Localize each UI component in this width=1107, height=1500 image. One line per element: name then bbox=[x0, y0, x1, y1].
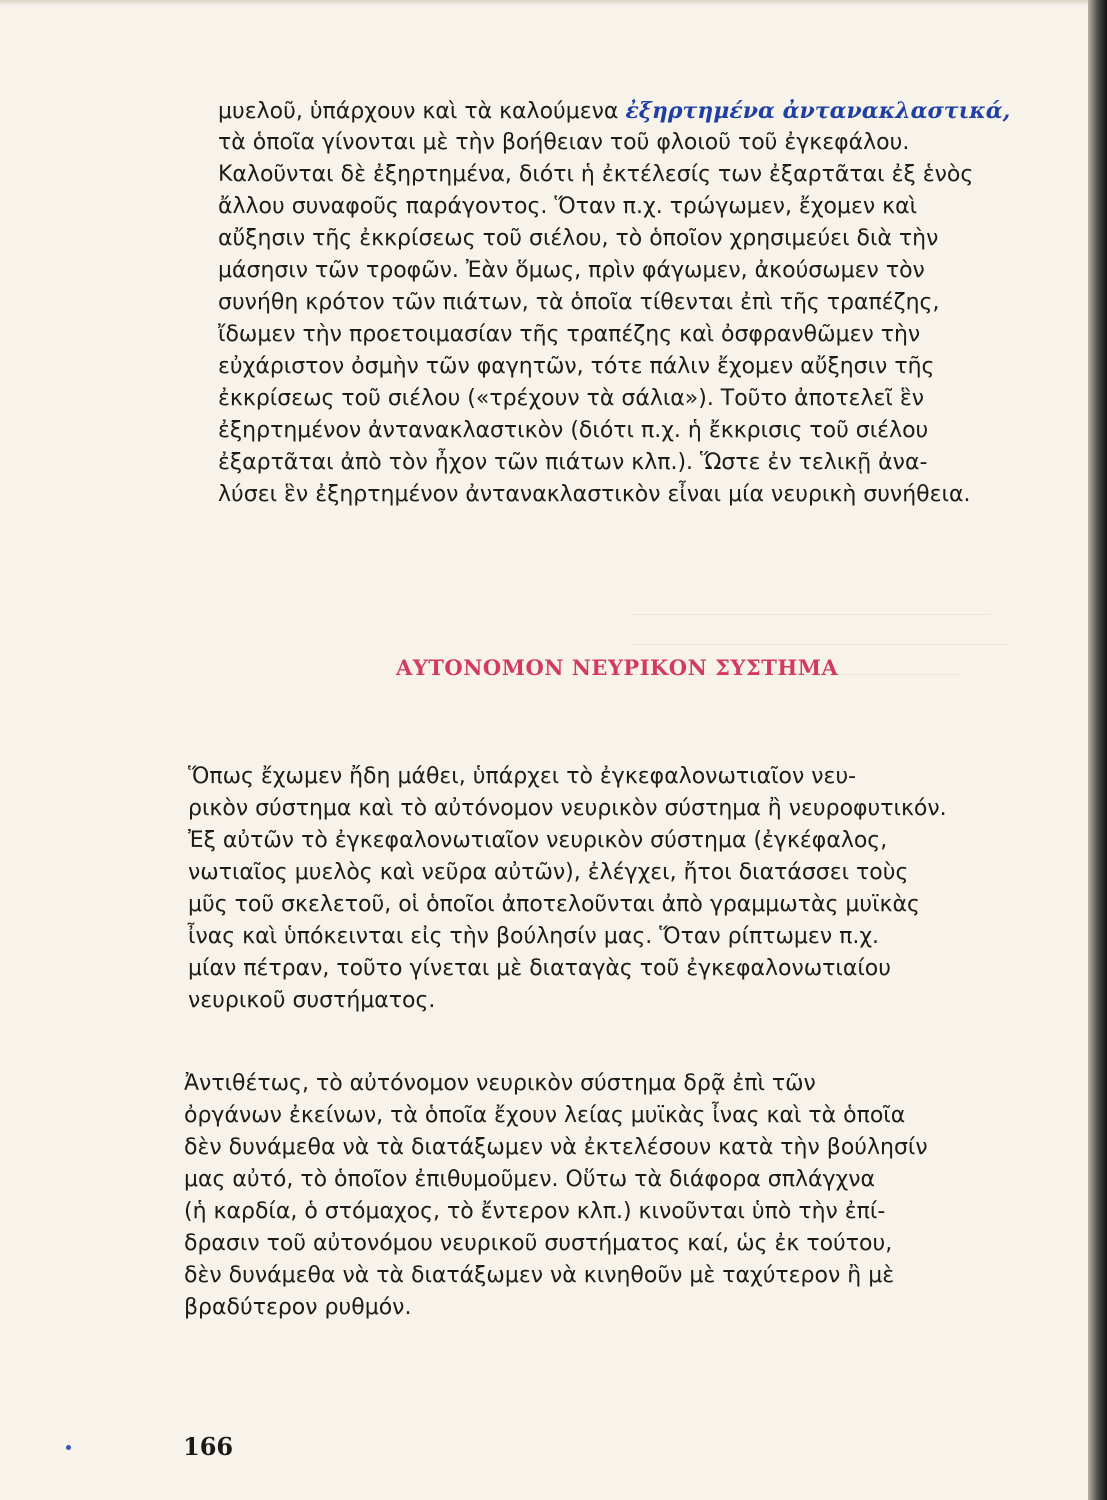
text-line: δὲν δυνάμεθα νὰ τὰ διατάξωμεν νὰ ἐκτελέσουν κατὰ τὴν βούλησίν bbox=[184, 1135, 928, 1160]
text-line bbox=[218, 95, 1048, 127]
text-line: συνήθη κρότον τῶν πιάτων, τὰ ὁποῖα τίθενται ἐπὶ τῆς τραπέζης, bbox=[218, 290, 940, 315]
ink-dot bbox=[66, 1445, 71, 1450]
text-line: εὐχάριστον ὀσμὴν τῶν φαγητῶν, τότε πάλιν ἔχομεν αὔξησιν τῆς bbox=[218, 354, 935, 379]
text-line: μίαν πέτραν, τοῦτο γίνεται μὲ διαταγὰς τοῦ ἐγκεφαλονωτιαίου bbox=[188, 956, 892, 981]
text-line: νωτιαῖος μυελὸς καὶ νεῦρα αὐτῶν), ἐλέγχει, ἤτοι διατάσσει τοὺς bbox=[188, 860, 909, 885]
page-edge-shadow bbox=[1088, 0, 1107, 1500]
text-line: αὔξησιν τῆς ἐκκρίσεως τοῦ σιέλου, τὸ ὁποῖον χρησιμεύει διὰ τὴν bbox=[218, 226, 939, 251]
text-line: (ἡ καρδία, ὁ στόμαχος, τὸ ἔντερον κλπ.) κινοῦνται ὑπὸ τὴν ἐπί- bbox=[184, 1199, 886, 1224]
text-line: ἄλλου συναφοῦς παράγοντος. Ὅταν π.χ. τρώγωμεν, ἔχομεν καὶ bbox=[218, 194, 918, 219]
text-line: δρασιν τοῦ αὐτονόμου νευρικοῦ συστήματος καί, ὡς ἐκ τούτου, bbox=[184, 1231, 893, 1256]
text-line: Ἐξ αὐτῶν τὸ ἐγκεφαλονωτιαῖον νευρικὸν σύστημα (ἐγκέφαλος, bbox=[188, 828, 888, 853]
text-line: βραδύτερον ρυθμόν. bbox=[184, 1295, 412, 1320]
paragraph-nervous-systems bbox=[188, 761, 1038, 1017]
text-line: μας αὐτό, τὸ ὁποῖον ἐπιθυμοῦμεν. Οὕτω τὰ διάφορα σπλάγχνα bbox=[184, 1167, 876, 1192]
page-number: 166 bbox=[183, 1432, 234, 1461]
text-segment: μυελοῦ, ὑπάρχουν καὶ τὰ καλούμενα bbox=[218, 99, 626, 124]
text-line: ὀργάνων ἐκείνων, τὰ ὁποῖα ἔχουν λείας μυϊκὰς ἶνας καὶ τὰ ὁποῖα bbox=[184, 1103, 906, 1128]
text-line: ρικὸν σύστημα καὶ τὸ αὐτόνομον νευρικὸν σύστημα ἢ νευροφυτικόν. bbox=[188, 796, 947, 821]
text-line: ἶνας καὶ ὑπόκεινται εἰς τὴν βούλησίν μας. Ὅταν ρίπτωμεν π.χ. bbox=[188, 924, 880, 949]
text-line: νευρικοῦ συστήματος. bbox=[188, 988, 436, 1013]
text-line: Ὅπως ἔχωμεν ἤδη μάθει, ὑπάρχει τὸ ἐγκεφαλονωτιαῖον νευ- bbox=[188, 764, 857, 789]
text-line: Καλοῦνται δὲ ἐξηρτημένα, διότι ἡ ἐκτέλεσίς των ἐξαρτᾶται ἐξ ἑνὸς bbox=[218, 162, 974, 187]
emphasis-term: ἐξηρτημένα ἀντανακλαστικά, bbox=[625, 98, 1011, 124]
page-top-shadow bbox=[0, 0, 1088, 6]
paragraph-autonomic-system bbox=[184, 1068, 1039, 1324]
text-line: μῦς τοῦ σκελετοῦ, οἱ ὁποῖοι ἀποτελοῦνται ἀπὸ γραμμωτὰς μυϊκὰς bbox=[188, 892, 920, 917]
text-line: ἐξηρτημένον ἀντανακλαστικὸν (διότι π.χ. ἡ ἔκκρισις τοῦ σιέλου bbox=[218, 418, 929, 443]
text-line: ἐξαρτᾶται ἀπὸ τὸν ἦχον τῶν πιάτων κλπ.). Ὥστε ἐν τελικῇ ἀνα- bbox=[218, 450, 928, 475]
text-line: ἴδωμεν τὴν προετοιμασίαν τῆς τραπέζης καὶ ὀσφρανθῶμεν τὴν bbox=[218, 322, 921, 347]
text-line: ἐκκρίσεως τοῦ σιέλου («τρέχουν τὰ σάλια»). Τοῦτο ἀποτελεῖ ἓν bbox=[218, 386, 925, 411]
section-heading: ΑΥΤΟΝΟΜΟΝ ΝΕΥΡΙΚΟΝ ΣΥΣΤΗΜΑ bbox=[396, 655, 839, 680]
text-line: λύσει ἓν ἐξηρτημένον ἀντανακλαστικὸν εἶναι μία νευρικὴ συνήθεια. bbox=[218, 482, 971, 507]
text-line: δὲν δυνάμεθα νὰ τὰ διατάξωμεν νὰ κινηθοῦν μὲ ταχύτερον ἢ μὲ bbox=[184, 1263, 895, 1288]
text-line: Ἀντιθέτως, τὸ αὐτόνομον νευρικὸν σύστημα δρᾷ ἐπὶ τῶν bbox=[184, 1071, 816, 1096]
text-line: μάσησιν τῶν τροφῶν. Ἐὰν ὅμως, πρὶν φάγωμεν, ἀκούσωμεν τὸν bbox=[218, 258, 925, 283]
paragraph-conditioned-reflexes bbox=[218, 95, 1048, 511]
text-line: τὰ ὁποῖα γίνονται μὲ τὴν βοήθειαν τοῦ φλοιοῦ τοῦ ἐγκεφάλου. bbox=[218, 130, 910, 155]
